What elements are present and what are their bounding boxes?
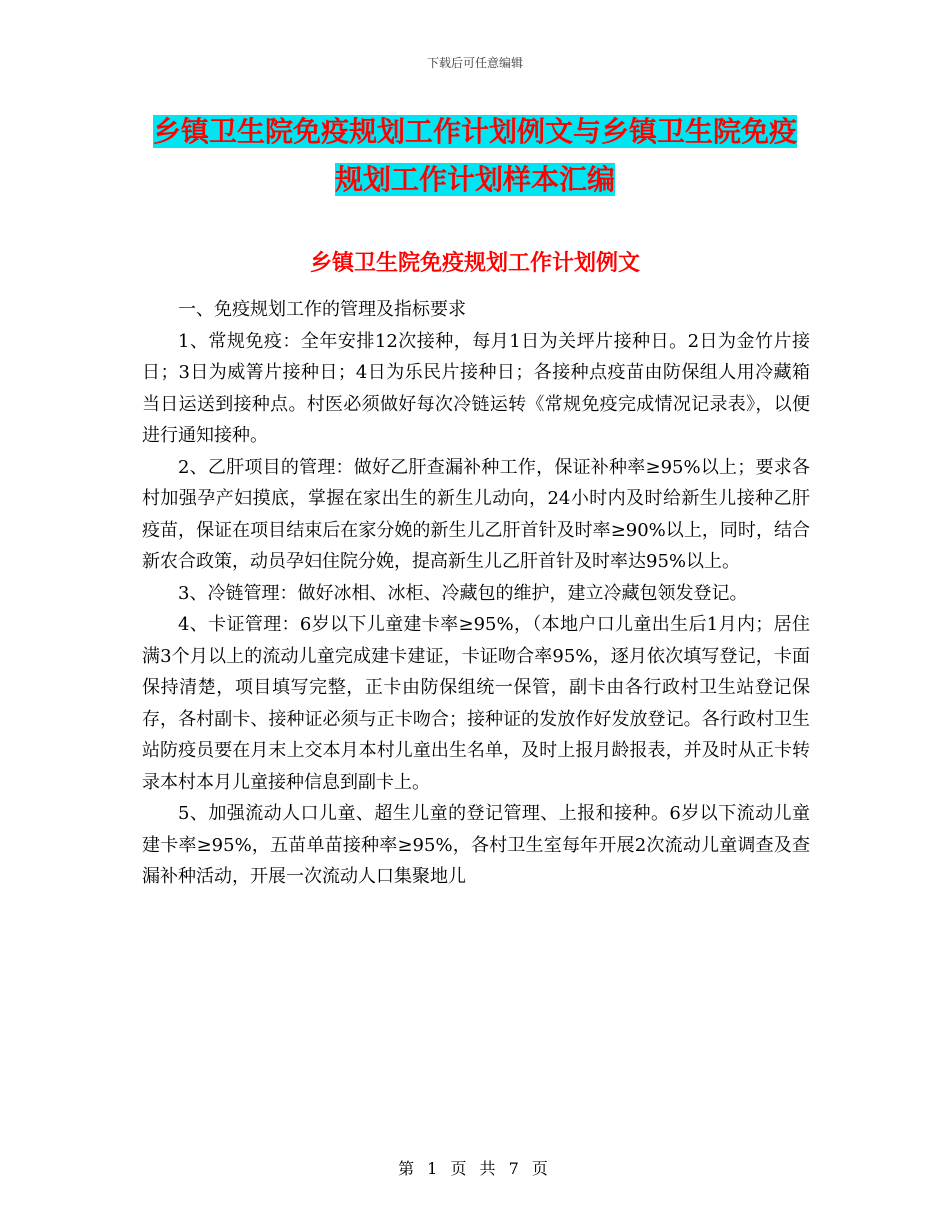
paragraph-3: 3、冷链管理：做好冰相、冰柜、冷藏包的维护，建立冷藏包领发登记。 (178, 582, 748, 604)
paragraph-1: 1、常规免疫：全年安排12次接种，每月1日为关坪片接种日。2日为金竹片接日；3日为威箐片接种日；4日为乐民片接种日；各接种点疫苗由防保组人用冷藏箱当日运送到接种点。村医必须做好每次冷链运转《常规免疫完成情况记录表》，以便进行通知接种。 (142, 330, 810, 446)
section-heading: 一、免疫规划工作的管理及指标要求 (178, 299, 466, 320)
section-title: 乡镇卫生院免疫规划工作计划例文 (309, 250, 640, 276)
paragraph-4: 4、卡证管理：6岁以下儿童建卡率≥95%，（本地户口儿童出生后1月内；居住满3个月以上的流动儿童完成建卡建证，卡证吻合率95%，逐月依次填写登记，卡面保持清楚，项目填写完整，正卡由防保组统一保管，副卡由各行政村卫生站登记保存，各村副卡、接种证必须与正卡吻合；接种证的发放作好发放登记。各行政村卫生站防疫员要在月末上交本月本村儿童出生名单，及时上报月龄报表，并及时从正卡转录本村本月儿童接种信息到副卡上。 (142, 614, 810, 793)
title-line-1: 乡镇卫生院免疫规划工作计划例文与乡镇卫生院免疫 (152, 115, 797, 148)
title-line-2: 规划工作计划样本汇编 (334, 163, 615, 196)
page-header-note: 下载后可任意编辑 (426, 56, 523, 70)
paragraph-2: 2、乙肝项目的管理：做好乙肝查漏补种工作，保证补种率≥95%以上；要求各村加强孕产妇摸底，掌握在家出生的新生儿动向，24小时内及时给新生儿接种乙肝疫苗，保证在项目结束后在家分娩的新生儿乙肝首针及时率≥90%以上，同时，结合新农合政策，动员孕妇住院分娩，提高新生儿乙肝首针及时率达95%以上。 (142, 456, 810, 572)
page-footer: 第 1 页 共 7 页 (398, 1159, 552, 1178)
document-body (142, 294, 810, 893)
document-title (145, 108, 805, 204)
paragraph-5: 5、加强流动人口儿童、超生儿童的登记管理、上报和接种。6岁以下流动儿童建卡率≥95%，五苗单苗接种率≥95%，各村卫生室每年开展2次流动儿童调查及查漏补种活动，开展一次流动人口集聚地儿 (142, 803, 810, 887)
